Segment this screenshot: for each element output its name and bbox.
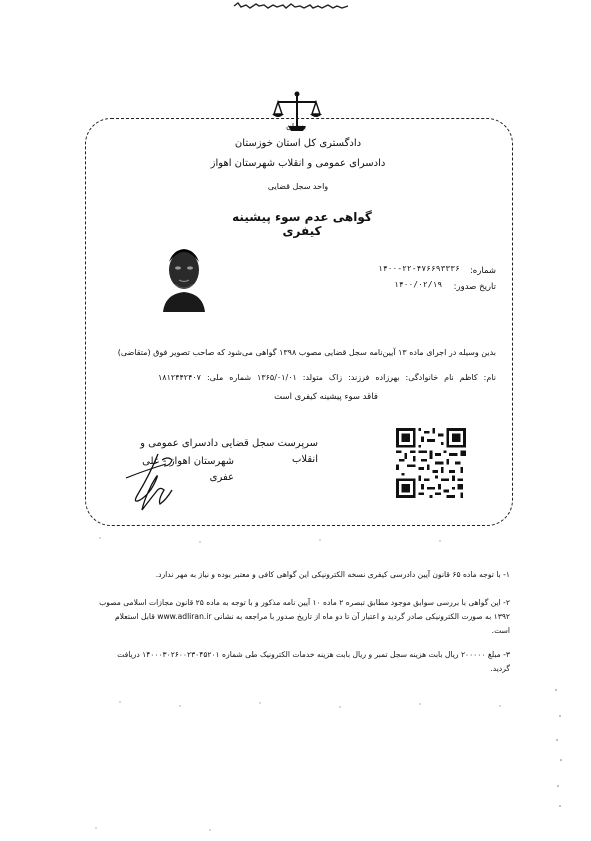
footnote-2-line-3: است.	[491, 626, 510, 635]
certificate-body-line-3: فاقد سوء پیشینه کیفری است	[274, 392, 378, 402]
footnote-1: ۱- با توجه ماده ۶۵ قانون آیین دادرسی کیفری نسخه الکترونیکی این گواهی کافی و معتبر بوده و نیاز به مهر ندارد.	[155, 570, 510, 579]
applicant-photo	[153, 238, 215, 312]
certificate-number-label: شماره:	[469, 266, 496, 276]
issue-date-label: تاریخ صدور:	[453, 282, 496, 292]
signatory-title: سرپرست سجل قضایی دادسرای عمومی و انقلاب	[140, 438, 318, 465]
signatory-name: شهرستان اهواز - علی عفری	[142, 456, 234, 483]
certificate-body-line-1: بدین وسیله در اجرای ماده ۱۳ آیین‌نامه سجل قضایی مصوب ۱۳۹۸ گواهی می‌شود که صاحب تصویر فوق (متقاضی)	[117, 348, 496, 357]
prosecutor-office: دادسرای عمومی و انقلاب شهرستان اهواز	[210, 158, 386, 169]
footnote-2-line-2: ۱۳۹۲ به صورت الکترونیکی صادر گردید و اعتبار آن تا دو ماه از تاریخ صدور با مراجعه به نشانی www.adliran.ir قابل استعلام	[114, 612, 510, 621]
footnote-3-line-2: گردید.	[490, 664, 510, 673]
unit-name: واحد سجل قضایی	[267, 182, 329, 191]
certificate-number: ۱۴۰۰-۲۲-۴۷۶۶۹۳۳۳۶	[378, 264, 460, 273]
certificate-body-line-2: نام: کاظم نام خانوادگی: بهرزاده فرزند: زاک متولد: ۱۳۶۵/۰۱/۰۱ شماره ملی: ۱۸۱۲۴۴۲۴۰۷	[158, 373, 496, 382]
verification-qr-code	[396, 428, 466, 498]
footnote-2-line-1: ۲- این گواهی با بررسی سوابق موجود مطابق تبصره ۲ ماده ۱۰ آیین نامه مذکور و با توجه به ماده ۲۵ قانون مجازات اسلامی مصوب	[99, 598, 510, 607]
certificate-title: گواهی عدم سوء پیشینه کیفری	[232, 210, 372, 238]
issue-date: ۱۴۰۰/۰۲/۱۹	[394, 280, 443, 289]
court-name: دادگستری کل استان خوزستان	[234, 138, 362, 149]
footnote-3-line-1: ۳- مبلغ ۲۰۰۰۰۰ ریال بابت هزینه سجل تمبر و ریال بابت هزینه خدمات الکترونیک طی شماره ۱۴۰۰۰۳۰۲۶۰۰۲۳۰۴۵۲۰۱ دریافت	[117, 650, 510, 659]
scan-artifact	[232, 0, 362, 12]
emblem-caption: بنشان	[285, 122, 307, 131]
handwritten-signature	[118, 448, 198, 518]
